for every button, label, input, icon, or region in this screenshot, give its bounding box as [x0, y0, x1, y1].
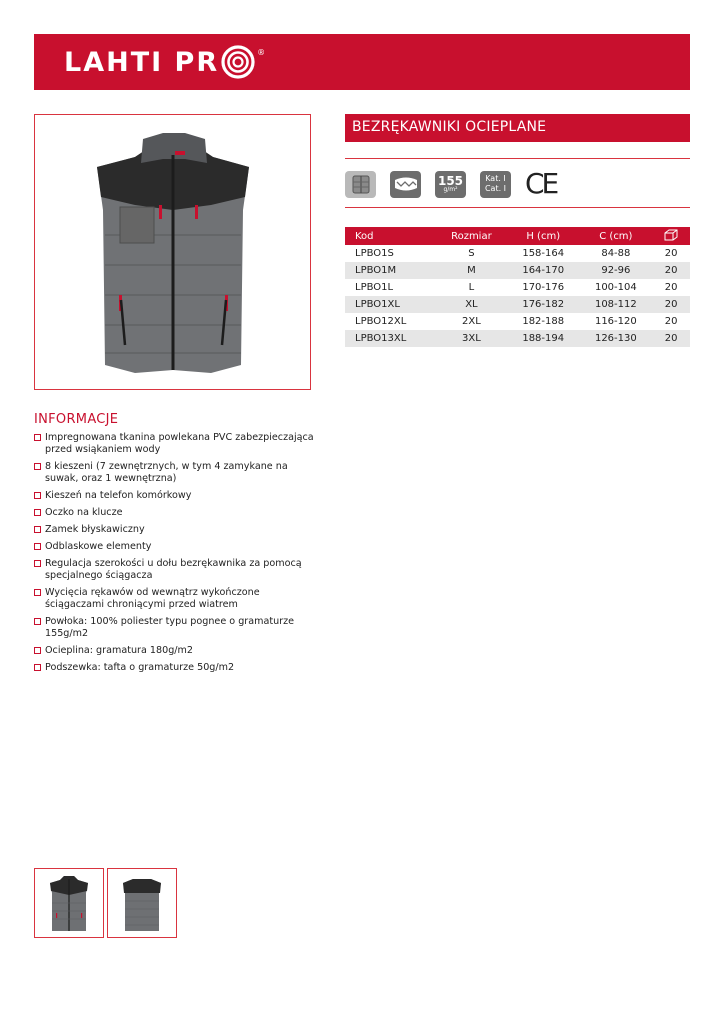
bullet-square-icon	[34, 463, 41, 470]
cell-package: 20	[652, 262, 690, 279]
cell-package: 20	[664, 282, 678, 293]
divider-middle	[345, 207, 690, 208]
fabric-weight-unit: g/m²	[443, 185, 458, 193]
logo-ring-icon	[221, 45, 255, 79]
cell-package: 20	[652, 296, 690, 313]
product-photo-frame	[34, 114, 311, 390]
col-header-kod: Kod	[345, 227, 436, 245]
category-kat-icon	[480, 171, 511, 198]
fabric-weight-value: 155	[437, 173, 464, 188]
info-list	[34, 432, 319, 679]
list-item	[34, 541, 319, 553]
cell-size: L	[468, 282, 475, 293]
cell-code: LPBO13XL	[345, 330, 436, 347]
category-title-bar	[345, 114, 690, 142]
vest-front-icon	[35, 869, 103, 937]
vest-back-thumbnail[interactable]	[107, 868, 177, 938]
cell-code: LPBO1XL	[345, 296, 436, 313]
bullet-square-icon	[34, 589, 41, 596]
cell-chest: 84-88	[601, 248, 631, 259]
list-item	[34, 507, 319, 519]
col-header-chest: C (cm)	[580, 227, 653, 245]
cell-code: LPBO1M	[345, 262, 436, 279]
kat-label-en: Cat. I	[484, 184, 507, 193]
col-header-rozmiar: Rozmiar	[436, 227, 507, 245]
cell-code: LPBO12XL	[355, 316, 407, 327]
cell-height: 164-170	[507, 262, 580, 279]
cell-size: 3XL	[436, 330, 507, 347]
bullet-square-icon	[34, 647, 41, 654]
bullet-square-icon	[34, 560, 41, 567]
info-text: Podszewka: tafta o gramaturze 50g/m2	[45, 662, 235, 673]
list-item	[34, 524, 319, 536]
table-row	[345, 296, 690, 313]
list-item	[34, 662, 319, 674]
info-text: Powłoka: 100% poliester typu pognee o gramaturze 155g/m2	[45, 616, 295, 639]
cell-chest: 126-130	[580, 330, 653, 347]
kat-label-pl: Kat. I	[485, 174, 506, 183]
bullet-square-icon	[34, 492, 41, 499]
col-header-package	[652, 227, 690, 245]
bullet-square-icon	[34, 526, 41, 533]
info-title: INFORMACJE	[34, 412, 119, 427]
category-title: BEZRĘKAWNIKI OCIEPLANE	[352, 119, 547, 135]
table-row	[345, 262, 690, 279]
cell-chest: 108-112	[580, 296, 653, 313]
vest-image	[35, 115, 310, 389]
cell-chest: 100-104	[594, 282, 637, 293]
table-row	[345, 245, 690, 262]
table-row	[345, 330, 690, 347]
info-text: Odblaskowe elementy	[45, 541, 152, 552]
brand-logo	[64, 44, 265, 80]
quilted-fabric-icon	[390, 171, 421, 198]
cell-chest: 116-120	[594, 316, 637, 327]
cell-height: 188-194	[507, 330, 580, 347]
list-item	[34, 432, 319, 456]
info-text: Wycięcia rękawów od wewnątrz wykończone ściągaczami chroniącymi przed wiatrem	[45, 587, 260, 610]
info-text: Impregnowana tkanina powlekana PVC zabezpieczająca przed wsiąkaniem wody	[45, 432, 314, 455]
header-bar	[34, 34, 690, 90]
bullet-square-icon	[34, 618, 41, 625]
divider-top	[345, 158, 690, 159]
certification-icons	[345, 167, 557, 200]
list-item	[34, 616, 319, 640]
cell-package: 20	[652, 330, 690, 347]
list-item	[34, 461, 319, 485]
info-text: Regulacja szerokości u dołu bezrękawnika za pomocą specjalnego ściągacza	[45, 558, 302, 581]
table-row	[345, 279, 690, 296]
package-icon	[663, 229, 679, 241]
list-item	[34, 490, 319, 502]
info-text: Ocieplina: gramatura 180g/m2	[45, 645, 193, 656]
ce-mark-icon: CE	[525, 167, 557, 200]
size-table	[345, 227, 690, 347]
bullet-square-icon	[34, 509, 41, 516]
bullet-square-icon	[34, 543, 41, 550]
cell-code: LPBO1L	[355, 282, 394, 293]
cell-chest: 92-96	[580, 262, 653, 279]
cell-package: 20	[664, 316, 678, 327]
info-text: Kieszeń na telefon komórkowy	[45, 490, 192, 501]
vest-front-thumbnail[interactable]	[34, 868, 104, 938]
cell-height: 182-188	[522, 316, 565, 327]
vest-fabric-icon	[345, 171, 376, 198]
list-item	[34, 558, 319, 582]
cell-size: S	[468, 248, 475, 259]
list-item	[34, 587, 319, 611]
table-header-row	[345, 227, 690, 245]
info-text: Zamek błyskawiczny	[45, 524, 145, 535]
cell-height: 158-164	[522, 248, 565, 259]
cell-code: LPBO1S	[355, 248, 394, 259]
cell-size: 2XL	[462, 316, 481, 327]
list-item	[34, 645, 319, 657]
col-header-height: H (cm)	[507, 227, 580, 245]
cell-size: XL	[436, 296, 507, 313]
bullet-square-icon	[34, 664, 41, 671]
info-text: Oczko na klucze	[45, 507, 123, 518]
info-text: 8 kieszeni (7 zewnętrznych, w tym 4 zamykane na suwak, oraz 1 wewnętrzna)	[45, 461, 288, 484]
bullet-square-icon	[34, 434, 41, 441]
table-row	[345, 313, 690, 330]
brand-name: LAHTI PR	[64, 46, 220, 78]
cell-height: 176-182	[507, 296, 580, 313]
cell-package: 20	[664, 248, 678, 259]
fabric-weight-icon	[435, 171, 466, 198]
registered-mark: ®	[257, 48, 266, 57]
cell-size: M	[436, 262, 507, 279]
vest-back-icon	[108, 869, 176, 937]
cell-height: 170-176	[522, 282, 565, 293]
